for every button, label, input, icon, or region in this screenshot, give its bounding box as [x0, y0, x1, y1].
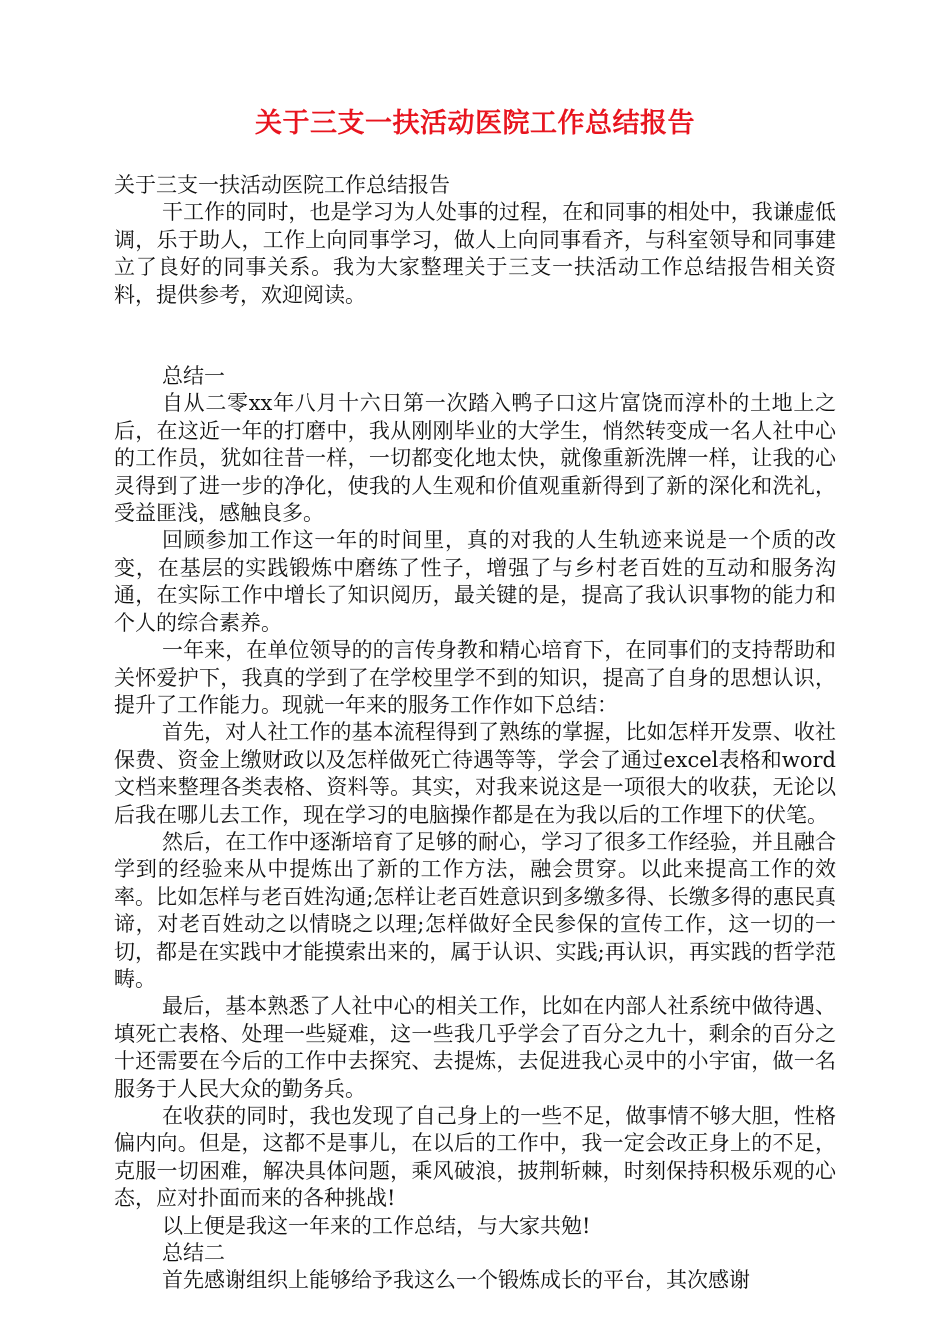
body-paragraph: 关于三支一扶活动医院工作总结报告 [114, 173, 450, 197]
body-paragraph: 干工作的同时，也是学习为人处事的过程，在和同事的相处中，我谦虚低调，乐于助人，工作上向同事学习，做人上向同事看齐，与科室领导和同事建立了良好的同事关系。我为大家整理关于三支一扶活动工作总结报告相关资料，提供参考，欢迎阅读。 [114, 200, 836, 307]
body-paragraph: 回顾参加工作这一年的时间里，真的对我的人生轨迹来说是一个质的改变，在基层的实践锻炼中磨练了性子，增强了与乡村老百姓的互动和服务沟通，在实际工作中增长了知识阅历，最关键的是，提高了我认识事物的能力和个人的综合素养。 [114, 528, 836, 635]
body-paragraph: 最后，基本熟悉了人社中心的相关工作，比如在内部人社系统中做待遇、填死亡表格、处理一些疑难，这一些我几乎学会了百分之九十，剩余的百分之十还需要在今后的工作中去探究、去提炼，去促进我心灵中的小宇宙，做一名服务于人民大众的勤务兵。 [114, 994, 836, 1101]
section-heading: 总结一 [162, 364, 225, 389]
document-body [114, 172, 836, 1295]
document-title: 关于三支一扶活动医院工作总结报告 [255, 108, 695, 139]
body-paragraph: 在收获的同时，我也发现了自己身上的一些不足，做事情不够大胆，性格偏内向。但是，这都不是事儿，在以后的工作中，我一定会改正身上的不足，克服一切困难，解决具体问题，乘风破浪，披荆斩棘，时刻保持积极乐观的心态，应对扑面而来的各种挑战! [114, 1104, 836, 1211]
body-paragraph: 自从二零xx年八月十六日第一次踏入鸭子口这片富饶而淳朴的土地上之后，在这近一年的打磨中，我从刚刚毕业的大学生，悄然转变成一名人社中心的工作员，犹如往昔一样，一切都变化地太快，就像重新洗牌一样，让我的心灵得到了进一步的净化，使我的人生观和价值观重新得到了新的深化和洗礼，受益匪浅，感触良多。 [114, 391, 836, 526]
body-paragraph: 以上便是我这一年来的工作总结，与大家共勉! [162, 1213, 591, 1238]
body-paragraph: 首先，对人社工作的基本流程得到了熟练的掌握，比如怎样开发票、收社保费、资金上缴财政以及怎样做死亡待遇等等，学会了通过excel表格和word文档来整理各类表格、资料等。其实，对我来说这是一项很大的收获，无论以后我在哪儿去工作，现在学习的电脑操作都是在为我以后的工作埋下的伏笔。 [114, 720, 836, 827]
body-paragraph: 一年来，在单位领导的的言传身教和精心培育下，在同事们的支持帮助和关怀爱护下，我真的学到了在学校里学不到的知识，提高了自身的思想认识，提升了工作能力。现就一年来的服务工作作如下总结： [114, 638, 836, 717]
body-paragraph: 首先感谢组织上能够给予我这么一个锻炼成长的平台，其次感谢 [162, 1268, 750, 1293]
section-heading: 总结二 [162, 1241, 225, 1266]
body-paragraph: 然后，在工作中逐渐培育了足够的耐心，学习了很多工作经验，并且融合学到的经验来从中提炼出了新的工作方法，融会贯穿。以此来提高工作的效率。比如怎样与老百姓沟通;怎样让老百姓意识到多缴多得、长缴多得的惠民真谛，对老百姓动之以情晓之以理;怎样做好全民参保的宣传工作，这一切的一切，都是在实践中才能摸索出来的，属于认识、实践;再认识，再实践的哲学范畴。 [114, 829, 836, 991]
